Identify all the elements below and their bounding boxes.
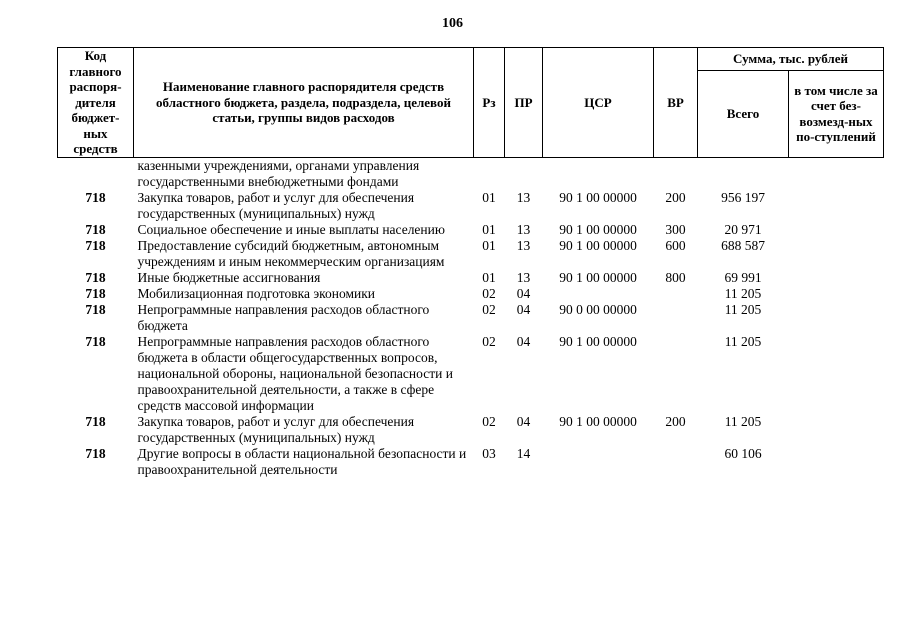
- cell-name: Мобилизационная подготовка экономики: [137, 285, 376, 301]
- cell-vr: [654, 302, 698, 334]
- cell-free: [789, 286, 884, 302]
- cell-name: Иные бюджетные ассигнования: [137, 269, 321, 285]
- cell-name: казенными учреждениями, органами управления государственными внебюджетными фондами: [137, 157, 420, 189]
- table-row: [58, 238, 884, 270]
- cell-name: Закупка товаров, работ и услуг для обеспечения государственных (муниципальных) нужд: [137, 413, 415, 445]
- cell-pr: 04: [516, 285, 531, 301]
- table-row: [58, 334, 884, 414]
- cell-name: Социальное обеспечение и иные выплаты населению: [137, 221, 445, 237]
- cell-total: 60 106: [724, 445, 762, 461]
- cell-total: 69 991: [724, 269, 762, 285]
- cell-name: Закупка товаров, работ и услуг для обеспечения государственных (муниципальных) нужд: [137, 189, 415, 221]
- cell-free: [789, 302, 884, 334]
- table-body: [58, 157, 884, 478]
- cell-code: 718: [85, 413, 106, 429]
- cell-rz: 01: [482, 237, 496, 253]
- header-vr: ВР: [654, 48, 698, 158]
- cell-total: 956 197: [721, 189, 765, 205]
- cell-csr: 90 1 00 00000: [559, 333, 637, 349]
- cell-total: 688 587: [721, 237, 765, 253]
- header-name: Наименование главного распорядителя средств областного бюджета, раздела, подраздела, целевой статьи, группы видов расходов: [134, 48, 474, 158]
- page-number: 106: [442, 16, 463, 31]
- cell-pr: 04: [516, 413, 531, 429]
- cell-pr: 13: [516, 269, 531, 285]
- cell-code: 718: [85, 221, 106, 237]
- cell-rz: 02: [482, 333, 496, 349]
- header-sum-group: Сумма, тыс. рублей: [698, 48, 884, 71]
- cell-vr: 200: [665, 413, 686, 429]
- cell-free: [789, 157, 884, 190]
- cell-total: 11 205: [724, 333, 762, 349]
- cell-total: 11 205: [724, 285, 762, 301]
- cell-free: [789, 414, 884, 446]
- cell-csr: 90 1 00 00000: [559, 221, 637, 237]
- header-csr: ЦСР: [543, 48, 654, 158]
- header-code: Код главного распоря-дителя бюджет-ных средств: [58, 48, 134, 158]
- cell-total: [698, 157, 789, 190]
- cell-vr: [654, 334, 698, 414]
- cell-vr: 300: [665, 221, 686, 237]
- table-row: [58, 446, 884, 478]
- cell-code: 718: [85, 269, 106, 285]
- cell-rz: 01: [482, 221, 496, 237]
- cell-vr: 200: [665, 189, 686, 205]
- cell-name: Непрограммные направления расходов областного бюджета: [137, 301, 430, 333]
- table-row: [58, 270, 884, 286]
- cell-rz: 02: [482, 301, 496, 317]
- cell-csr: 90 1 00 00000: [559, 237, 637, 253]
- cell-code: 718: [85, 445, 106, 461]
- header-free: в том числе за счет без-возмезд-ных по-ступлений: [789, 71, 884, 158]
- cell-rz: 02: [482, 413, 496, 429]
- table-row: [58, 286, 884, 302]
- cell-free: [789, 270, 884, 286]
- cell-free: [789, 446, 884, 478]
- table-row: [58, 157, 884, 190]
- cell-rz: 02: [482, 285, 496, 301]
- cell-csr: 90 0 00 00000: [559, 301, 637, 317]
- cell-pr: 04: [516, 333, 531, 349]
- cell-free: [789, 222, 884, 238]
- cell-pr: 13: [516, 221, 531, 237]
- header-rz: Рз: [474, 48, 505, 158]
- cell-vr: 600: [665, 237, 686, 253]
- cell-pr: 13: [516, 189, 531, 205]
- cell-code: [58, 157, 134, 190]
- cell-code: 718: [85, 285, 106, 301]
- cell-vr: [654, 446, 698, 478]
- cell-vr: [654, 157, 698, 190]
- cell-total: 11 205: [724, 413, 762, 429]
- header-total: Всего: [698, 71, 789, 158]
- cell-code: 718: [85, 237, 106, 253]
- budget-table: [57, 47, 884, 478]
- cell-code: 718: [85, 189, 106, 205]
- cell-free: [789, 190, 884, 222]
- cell-csr: [543, 446, 654, 478]
- cell-vr: [654, 286, 698, 302]
- cell-total: 20 971: [724, 221, 762, 237]
- cell-code: 718: [85, 301, 106, 317]
- table-header: [58, 48, 884, 158]
- cell-total: 11 205: [724, 301, 762, 317]
- header-pr: ПР: [505, 48, 543, 158]
- table-row: [58, 222, 884, 238]
- cell-csr: 90 1 00 00000: [559, 413, 637, 429]
- cell-rz: 01: [482, 189, 496, 205]
- cell-pr: [505, 157, 543, 190]
- cell-rz: 03: [482, 445, 496, 461]
- cell-vr: 800: [665, 269, 686, 285]
- cell-rz: [474, 157, 505, 190]
- cell-csr: 90 1 00 00000: [559, 189, 637, 205]
- cell-pr: 13: [516, 237, 531, 253]
- cell-name: Другие вопросы в области национальной безопасности и правоохранительной деятельности: [137, 445, 467, 477]
- cell-csr: [543, 286, 654, 302]
- cell-code: 718: [85, 333, 106, 349]
- cell-csr: 90 1 00 00000: [559, 269, 637, 285]
- cell-pr: 04: [516, 301, 531, 317]
- table-row: [58, 302, 884, 334]
- cell-name: Непрограммные направления расходов областного бюджета в области общегосударственных вопросов, национальной обороны, национальной безопасности и правоохранительной деятельности, а также в сфере средств массовой информации: [137, 333, 453, 413]
- cell-free: [789, 238, 884, 270]
- cell-csr: [543, 157, 654, 190]
- cell-rz: 01: [482, 269, 496, 285]
- cell-pr: 14: [516, 445, 531, 461]
- cell-name: Предоставление субсидий бюджетным, автономным учреждениям и иным некоммерческим организациям: [137, 237, 445, 269]
- cell-free: [789, 334, 884, 414]
- table-row: [58, 414, 884, 446]
- table-row: [58, 190, 884, 222]
